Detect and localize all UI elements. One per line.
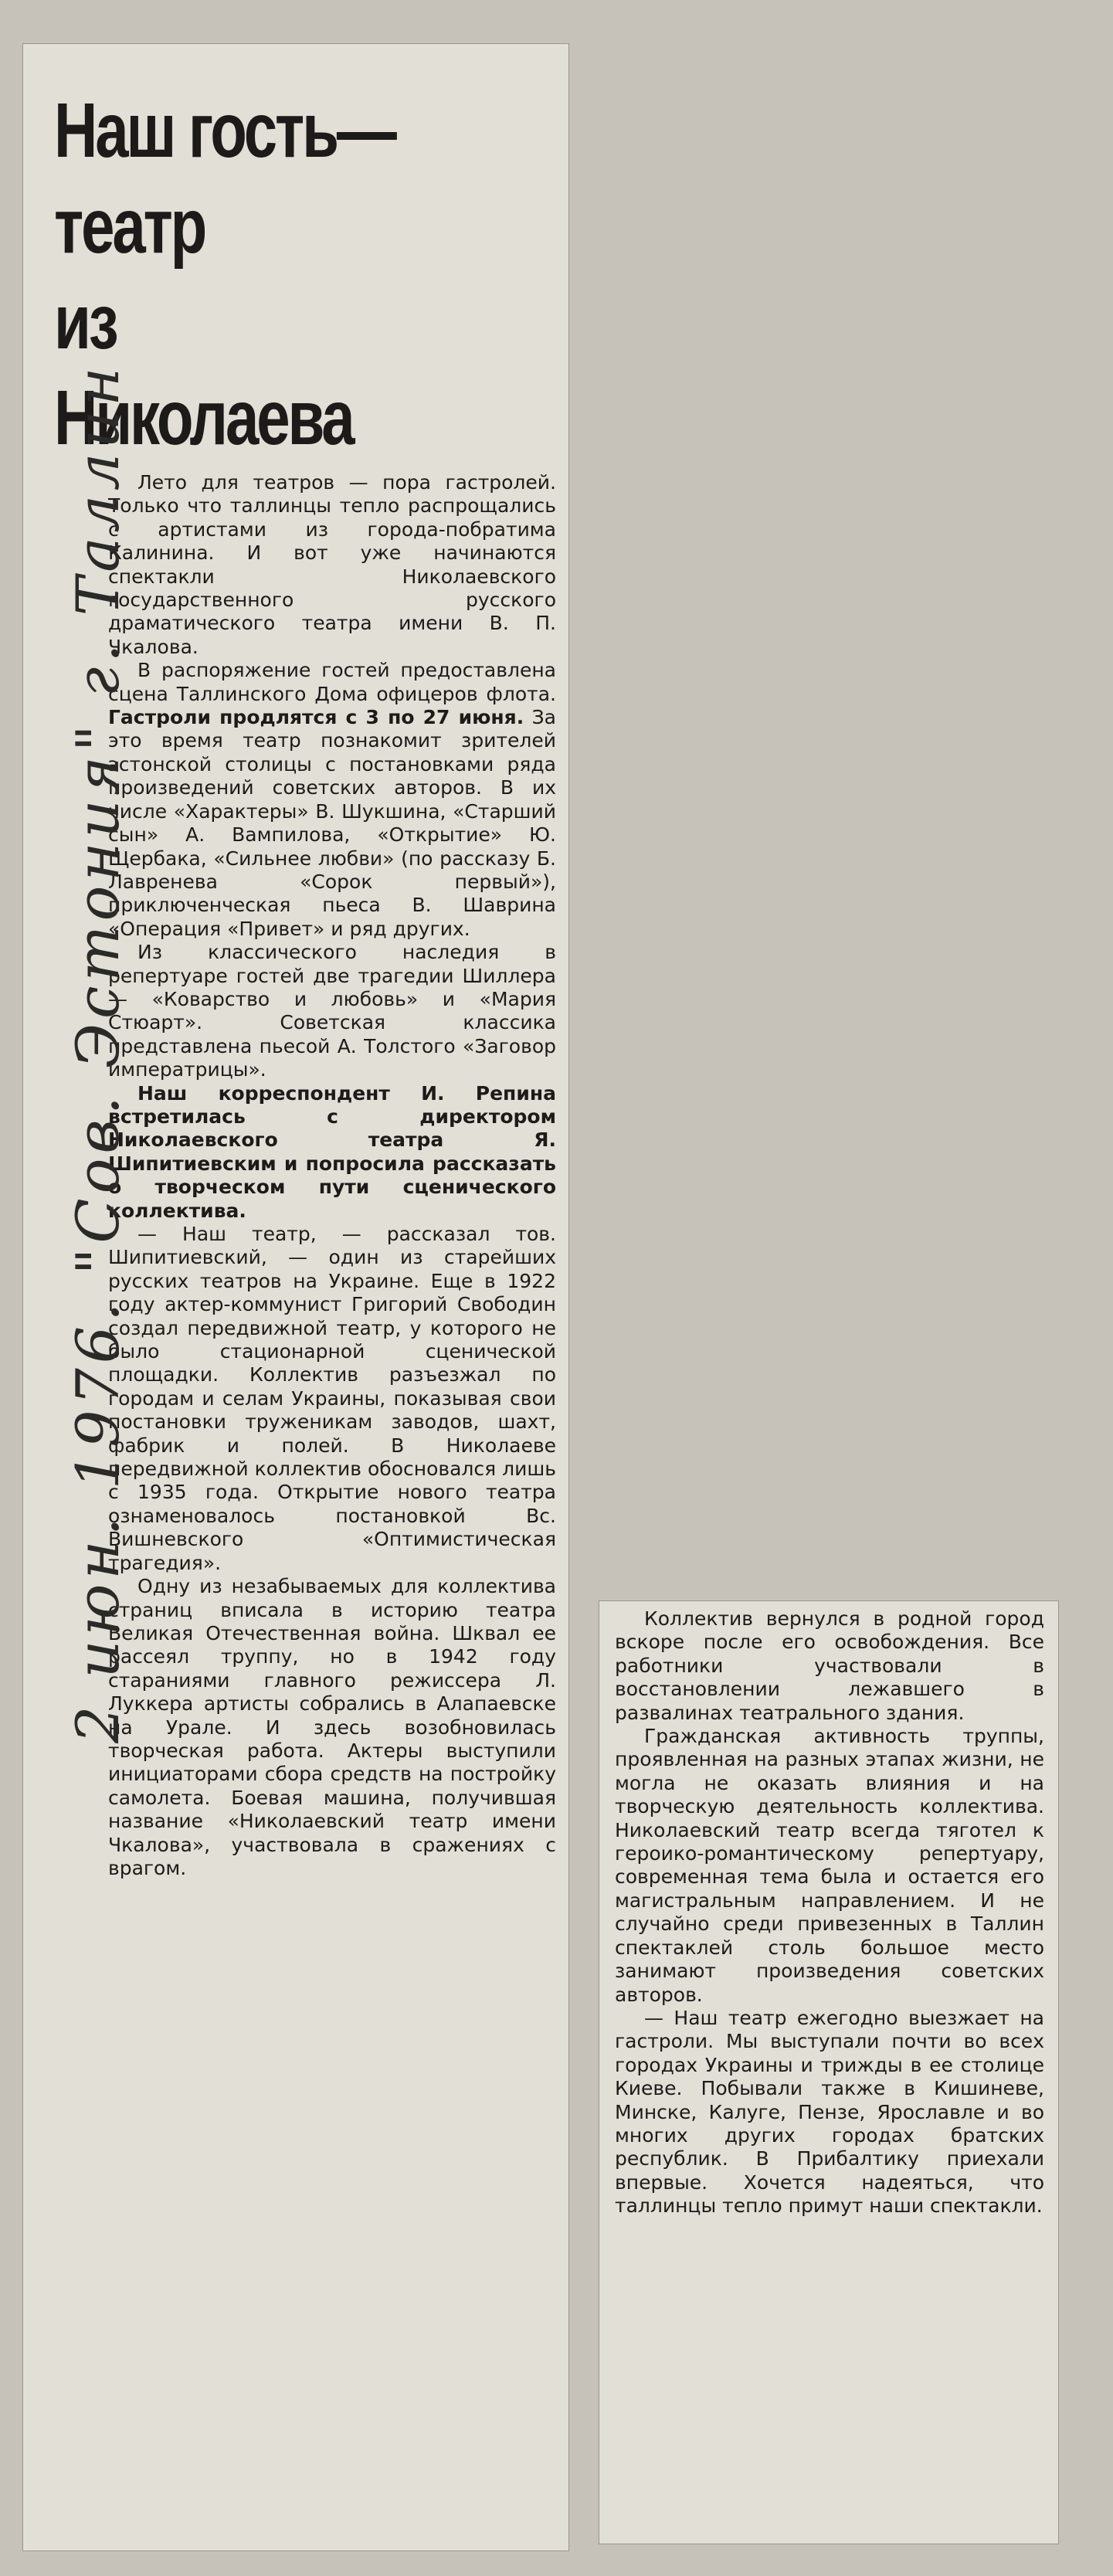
correspondent-lead: Наш корреспондент И. Репина встретилась с директором Николаевского театра Я. Шипитиевским и попросила рассказать о творческом пути сценического коллектива. [108,1081,556,1222]
paragraph-venue [108,659,556,941]
paragraph-tours: — Наш театр ежегодно выезжает на гастроли. Мы выступали почти во всех городах Украины и трижды в ее столице Киеве. Побывали также в Кишиневе, Минске, Калуге, Пензе, Ярославле и во многих других городах братских республик. В Прибалтику приехали впервые. Хочется надеяться, что таллинцы тепло примут наши спектакли. [615,2006,1044,2218]
paragraph-war: Одну из незабываемых для коллектива страниц вписала в историю театра Великая Отечественная война. Шквал ее рассеял труппу, но в 1942 году стараниями главного режиссера Л. Луккера артисты собрались в Алапаевске на Урале. И здесь возобновилась творческая работа. Актеры выступили инициаторами сбора средств на постройку самолета. Боевая машина, получившая название «Николаевский театр имени Чкалова», участвовала в сражениях с врагом. [108,1575,556,1879]
newspaper-clipping-continuation [599,1601,1058,2544]
paragraph-activity: Гражданская активность труппы, проявленная на разных этапах жизни, не могла не оказать влияния и на творческую деятельность коллектива. Николаевский театр всегда тяготел к героико-романтическому репертуару, современная тема была и остается его магистральным направлением. И не случайно среди привезенных в Таллин спектаклей столь большое место занимают произведения советских авторов. [615,1725,1044,2006]
newspaper-clipping-main [23,44,568,2551]
tour-dates: Гастроли продлятся с 3 по 27 июня. [108,706,524,729]
paragraph-correspondent [108,1082,556,1223]
paragraph-venue-rest: За это время театр познакомит зрителей эстонской столицы с постановками ряда произведений советских авторов. В их числе «Характеры» В. Шукшина, «Старший сын» А. Вампилова, «Открытие» Ю. Щербака, «Сильнее любви» (по рассказу Б. Лавренева «Сорок первый»), приключенческая пьеса В. Шаврина «Операция «Привет» и ряд других. [108,706,556,940]
paragraph-return: Коллектив вернулся в родной город вскоре после его освобождения. Все работники участвовали в восстановлении лежавшего в развалинах театрального здания. [615,1607,1044,1724]
headline-line-1: Наш гость— [54,87,395,174]
headline-line-2: театр [54,183,205,270]
headline-line-3: из [54,279,117,365]
continuation-column [615,1607,1044,2218]
paragraph-history: — Наш театр, — рассказал тов. Шипитиевский, — один из старейших русских театров на Украине. Еще в 1922 году актер-коммунист Григорий Свободин создал передвижной театр, у которого не было стационарной сценической площадки. Коллектив разъезжал по городам и селам Украины, показывая свои постановки труженикам заводов, шахт, фабрик и полей. В Николаеве передвижной коллектив обосновался лишь с 1935 года. Открытие нового театра ознаменовалось постановкой Вс. Вишневского «Оптимистическая трагедия». [108,1223,556,1574]
handwritten-note: 2 июн. 1976. "Сов. Эстония" г. Таллин [63,362,132,1743]
article-column [108,471,556,1880]
paragraph-classics: Из классического наследия в репертуаре гостей две трагедии Шиллера — «Коварство и любовь» и «Мария Стюарт». Советская классика представлена пьесой А. Толстого «Заговор императрицы». [108,941,556,1081]
paragraph-venue-start: В распоряжение гостей предоставлена сцена Таллинского Дома офицеров флота. [108,659,556,705]
paragraph-intro: Лето для театров — пора гастролей. Только что таллинцы тепло распрощались с артистами из города-побратима Калинина. И вот уже начинаются спектакли Николаевского государственного русского драматического театра имени В. П. Чкалова. [108,471,556,658]
headline-line-4: Николаева [54,375,353,461]
